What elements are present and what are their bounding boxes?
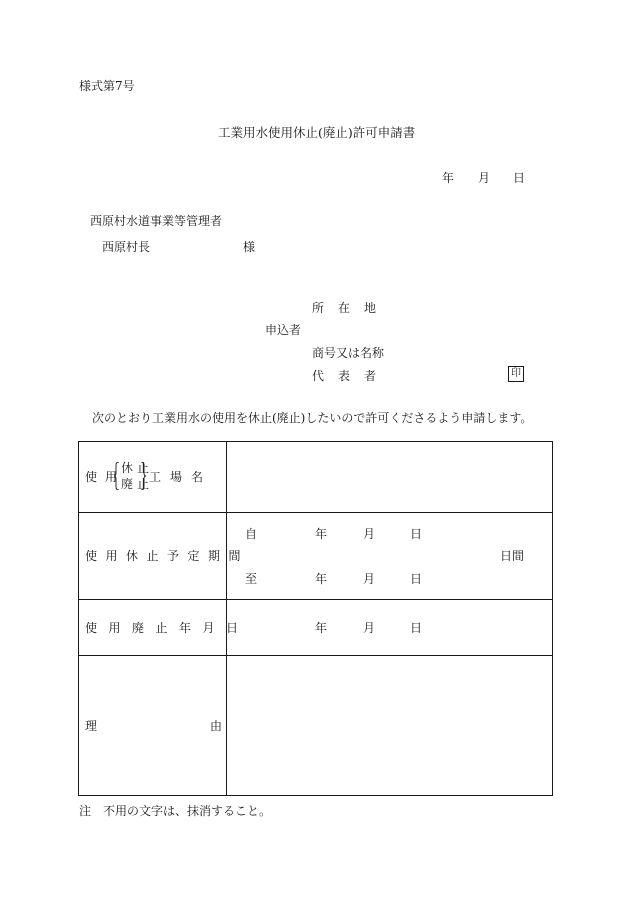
- left-brace-icon: [114, 462, 119, 490]
- trade-name-label: 商号又は名称: [312, 346, 385, 360]
- factory-name-label: 工場名: [149, 470, 213, 484]
- abolition-month-label: 月: [363, 621, 376, 635]
- addressee-honorific: 様: [243, 240, 256, 254]
- application-table: [78, 441, 553, 796]
- from-year-label: 年: [315, 527, 328, 541]
- to-year-label: 年: [315, 572, 328, 586]
- period-to-label: 至: [245, 572, 258, 586]
- option-suspend[interactable]: 休止: [121, 461, 154, 475]
- column-divider: [226, 442, 227, 512]
- reason-row: [79, 655, 552, 795]
- abolition-date-row: [79, 599, 552, 656]
- abolition-date-label: 使用廃止年月日: [85, 621, 250, 635]
- suspension-period-row: [79, 512, 552, 600]
- days-label: 日間: [500, 549, 525, 563]
- form-number: 様式第7号: [79, 79, 135, 93]
- footnote: 注 不用の文字は、抹消すること。: [79, 804, 272, 818]
- period-from-label: 自: [245, 527, 258, 541]
- to-day-label: 日: [410, 572, 423, 586]
- from-month-label: 月: [363, 527, 376, 541]
- location-label: 所在地: [312, 301, 391, 315]
- abolition-year-label: 年: [315, 621, 328, 635]
- representative-label: 代表者: [312, 369, 391, 383]
- seal-mark: 印: [508, 366, 524, 382]
- from-day-label: 日: [410, 527, 423, 541]
- usage-prefix: 使用: [85, 470, 126, 484]
- right-brace-icon: [141, 462, 146, 490]
- reason-label-start: 理: [85, 719, 98, 733]
- suspension-period-label: 使用休止予定期間: [85, 549, 250, 563]
- column-divider: [226, 655, 227, 795]
- addressee-manager: 西原村水道事業等管理者: [90, 214, 223, 228]
- option-abolish[interactable]: 廃止: [121, 477, 154, 491]
- date-day-label: 日: [513, 171, 526, 185]
- to-month-label: 月: [363, 572, 376, 586]
- applicant-label: 申込者: [265, 323, 302, 337]
- date-month-label: 月: [478, 171, 491, 185]
- intro-text: 次のとおり工業用水の使用を休止(廃止)したいので許可くださるよう申請します。: [92, 411, 533, 425]
- document-title: 工業用水使用休止(廃止)許可申請書: [218, 125, 416, 140]
- abolition-day-label: 日: [410, 621, 423, 635]
- addressee-mayor: 西原村長: [102, 240, 151, 254]
- usage-type-label: [79, 461, 226, 493]
- factory-name-row: [79, 442, 552, 513]
- date-year-label: 年: [442, 171, 455, 185]
- reason-label-end: 由: [210, 719, 223, 733]
